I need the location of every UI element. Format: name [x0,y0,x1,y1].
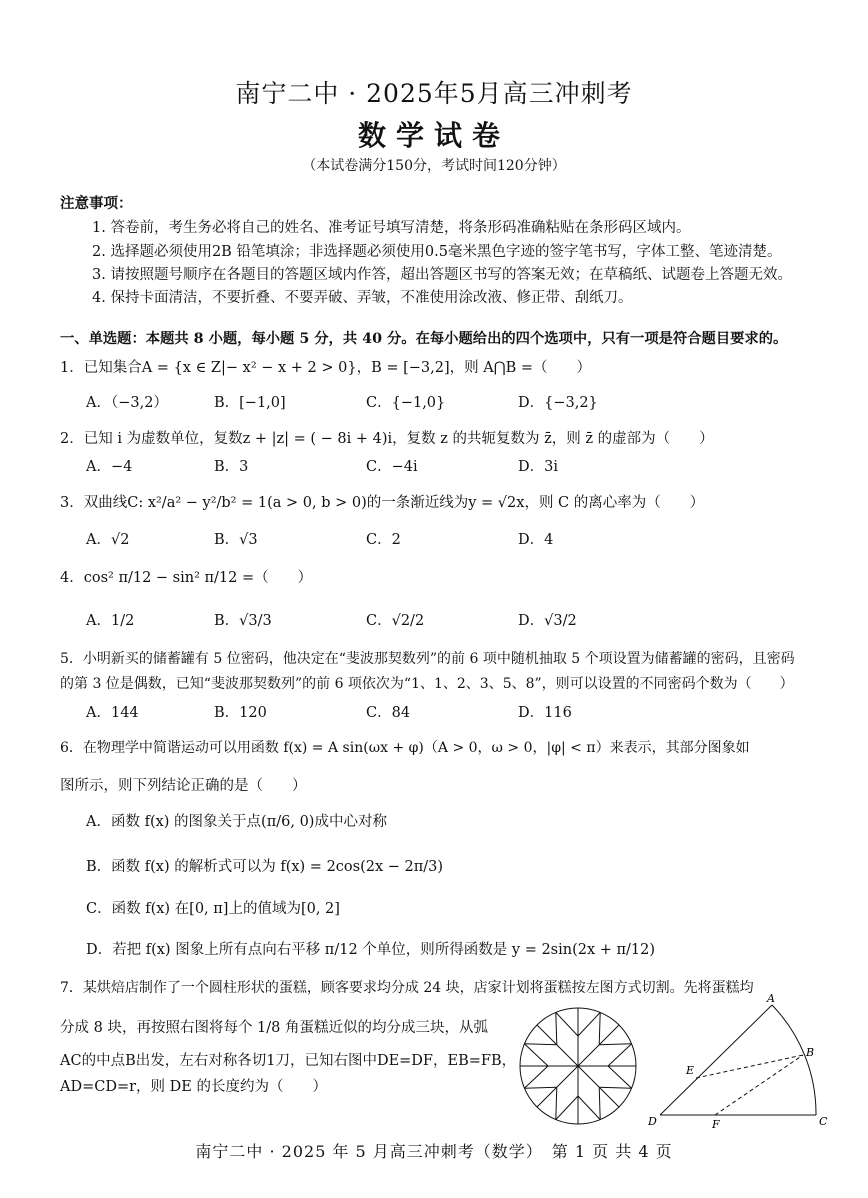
label-e: E [686,1064,695,1077]
question-2-stem: 2．已知 i 为虚数单位，复数z + |z| = ( − 8i + 4)i，复数 z 的共轭复数为 z̄，则 z̄ 的虚部为（ ） [60,431,714,447]
question-3-option-b: B．√3 [214,532,258,548]
cake-circle-figure [508,1000,648,1130]
label-c: C [819,1115,828,1128]
instruction-item: 1. 答卷前，考生务必将自己的姓名、准考证号填写清楚，将条形码准确粘贴在条形码区域内。 [92,220,691,236]
question-5-stem: 5．小明新买的储蓄罐有 5 位密码，他决定在“斐波那契数列”的前 6 项中随机抽取 5 个项设置为储蓄罐的密码，且密码 [60,651,795,667]
instruction-item: 4. 保持卡面清洁，不要折叠、不要弄破、弄皱，不准使用涂改液、修正带、刮纸刀。 [92,290,633,306]
exam-note: （本试卷满分150分，考试时间120分钟） [302,158,566,174]
radial-cut [578,1025,619,1066]
question-7-stem-cont: AC的中点B出发，左右对称各切1刀，已知右图中DE=DF，EB=FB， [60,1053,517,1069]
question-1-option-c: C．{−1,0} [366,395,446,411]
star-cut [599,1044,631,1045]
question-6-option-c: C．函数 f(x) 在[0, π]上的值域为[0, 2] [86,901,340,917]
star-cut [524,1066,548,1088]
subject-title: 数学试卷 [357,119,510,152]
label-f: F [712,1118,720,1131]
instruction-item: 2. 选择题必须使用2B 铅笔填涂；非选择题必须使用0.5毫米黑色字迹的签字笔书写，字体工整、笔迹清楚。 [92,244,782,260]
section-heading: 一、单选题：本题共 8 小题，每小题 5 分，共 40 分。在每小题给出的四个选项中，只有一项是符合题目要求的。 [60,331,788,347]
instruction-item: 3. 请按照题号顺序在各题目的答题区域内作答，超出答题区书写的答案无效；在草稿纸、试题卷上答题无效。 [92,267,792,283]
question-3-option-c: C．2 [366,532,401,548]
question-4-option-b: B．√3/3 [214,613,272,629]
instructions-heading: 注意事项： [60,195,133,212]
exam-title: 南宁二中 · 2025年5月高三冲刺考 [235,79,633,108]
star-cut [599,1087,600,1119]
question-4-option-d: D．√3/2 [518,613,577,629]
question-3-stem: 3．双曲线C: x²/a² − y²/b² = 1(a > 0, b > 0)的一条渐近线为y = √2x，则 C 的离心率为（ ） [60,495,705,511]
question-4-stem: 4．cos² π/12 − sin² π/12 =（ ） [60,570,313,586]
question-2-option-a: A．−4 [86,459,133,475]
star-cut [608,1066,632,1088]
star-cut [599,1012,600,1044]
question-5-option-a: A．144 [86,705,139,721]
question-6-stem-cont: 图所示，则下列结论正确的是（ ） [60,778,307,794]
question-5-option-b: B．120 [214,705,267,721]
question-6-option-a: A．函数 f(x) 的图象关于点(π/6, 0)成中心对称 [86,814,387,830]
question-1-option-d: D．{−3,2} [518,395,598,411]
question-7-stem-cont: 分成 8 块，再按照右图将每个 1/8 角蛋糕近似的均分成三块，从弧 [60,1020,488,1036]
star-cut [524,1087,556,1088]
label-d: D [648,1115,657,1128]
star-cut [556,1012,557,1044]
question-5-option-d: D．116 [518,705,572,721]
question-3-option-d: D．4 [518,532,554,548]
radial-cut [578,1066,619,1107]
star-cut [556,1012,578,1036]
question-5-option-c: C．84 [366,705,411,721]
radial-cut [537,1066,578,1107]
star-cut [578,1012,600,1036]
label-b: B [806,1046,815,1059]
question-1-option-a: A．（−3,2） [86,395,168,411]
question-6-option-b: B．函数 f(x) 的解析式可以为 f(x) = 2cos(2x − 2π/3) [86,859,444,875]
question-4-option-a: A．1/2 [86,613,135,629]
label-a: A [767,992,775,1005]
star-cut [556,1096,578,1120]
star-cut [524,1044,556,1045]
star-cut [599,1087,631,1088]
sector-figure [640,992,828,1134]
star-cut [524,1044,548,1066]
question-7-stem-cont: AD=CD=r，则 DE 的长度约为（ ） [60,1079,327,1095]
question-3-option-a: A．√2 [86,532,130,548]
question-2-option-b: B．3 [214,459,249,475]
question-7-stem: 7．某烘焙店制作了一个圆柱形状的蛋糕，顾客要求均分成 24 块，店家计划将蛋糕按左图方式切割。先将蛋糕均 [60,980,754,996]
question-1-option-b: B．[−1,0] [214,395,286,411]
question-2-option-d: D．3i [518,459,558,475]
star-cut [556,1087,557,1119]
side-ad [660,1005,772,1115]
question-6-option-d: D．若把 f(x) 图象上所有点向右平移 π/12 个单位，则所得函数是 y = 2sin(2x + π/12) [86,942,656,958]
radial-cut [537,1025,578,1066]
star-cut [578,1096,600,1120]
page-footer: 南宁二中 · 2025 年 5 月高三冲刺考（数学） 第 1 页 共 4 页 [195,1142,673,1161]
question-5-stem-cont: 的第 3 位是偶数，已知“斐波那契数列”的前 6 项依次为“1、1、2、3、5、8”，则可以设置的不同密码个数为（ ） [60,676,794,692]
question-4-option-c: C．√2/2 [366,613,425,629]
question-1-stem: 1．已知集合A = {x ∈ Z|− x² − x + 2 > 0}，B = [−3,2]，则 A⋂B =（ ） [60,360,592,376]
question-2-option-c: C．−4i [366,459,418,475]
star-cut [608,1044,632,1066]
question-6-stem: 6．在物理学中简谐运动可以用函数 f(x) = A sin(ωx + φ)（A > 0，ω > 0，|φ| < π）来表示，其部分图象如 [60,740,750,756]
